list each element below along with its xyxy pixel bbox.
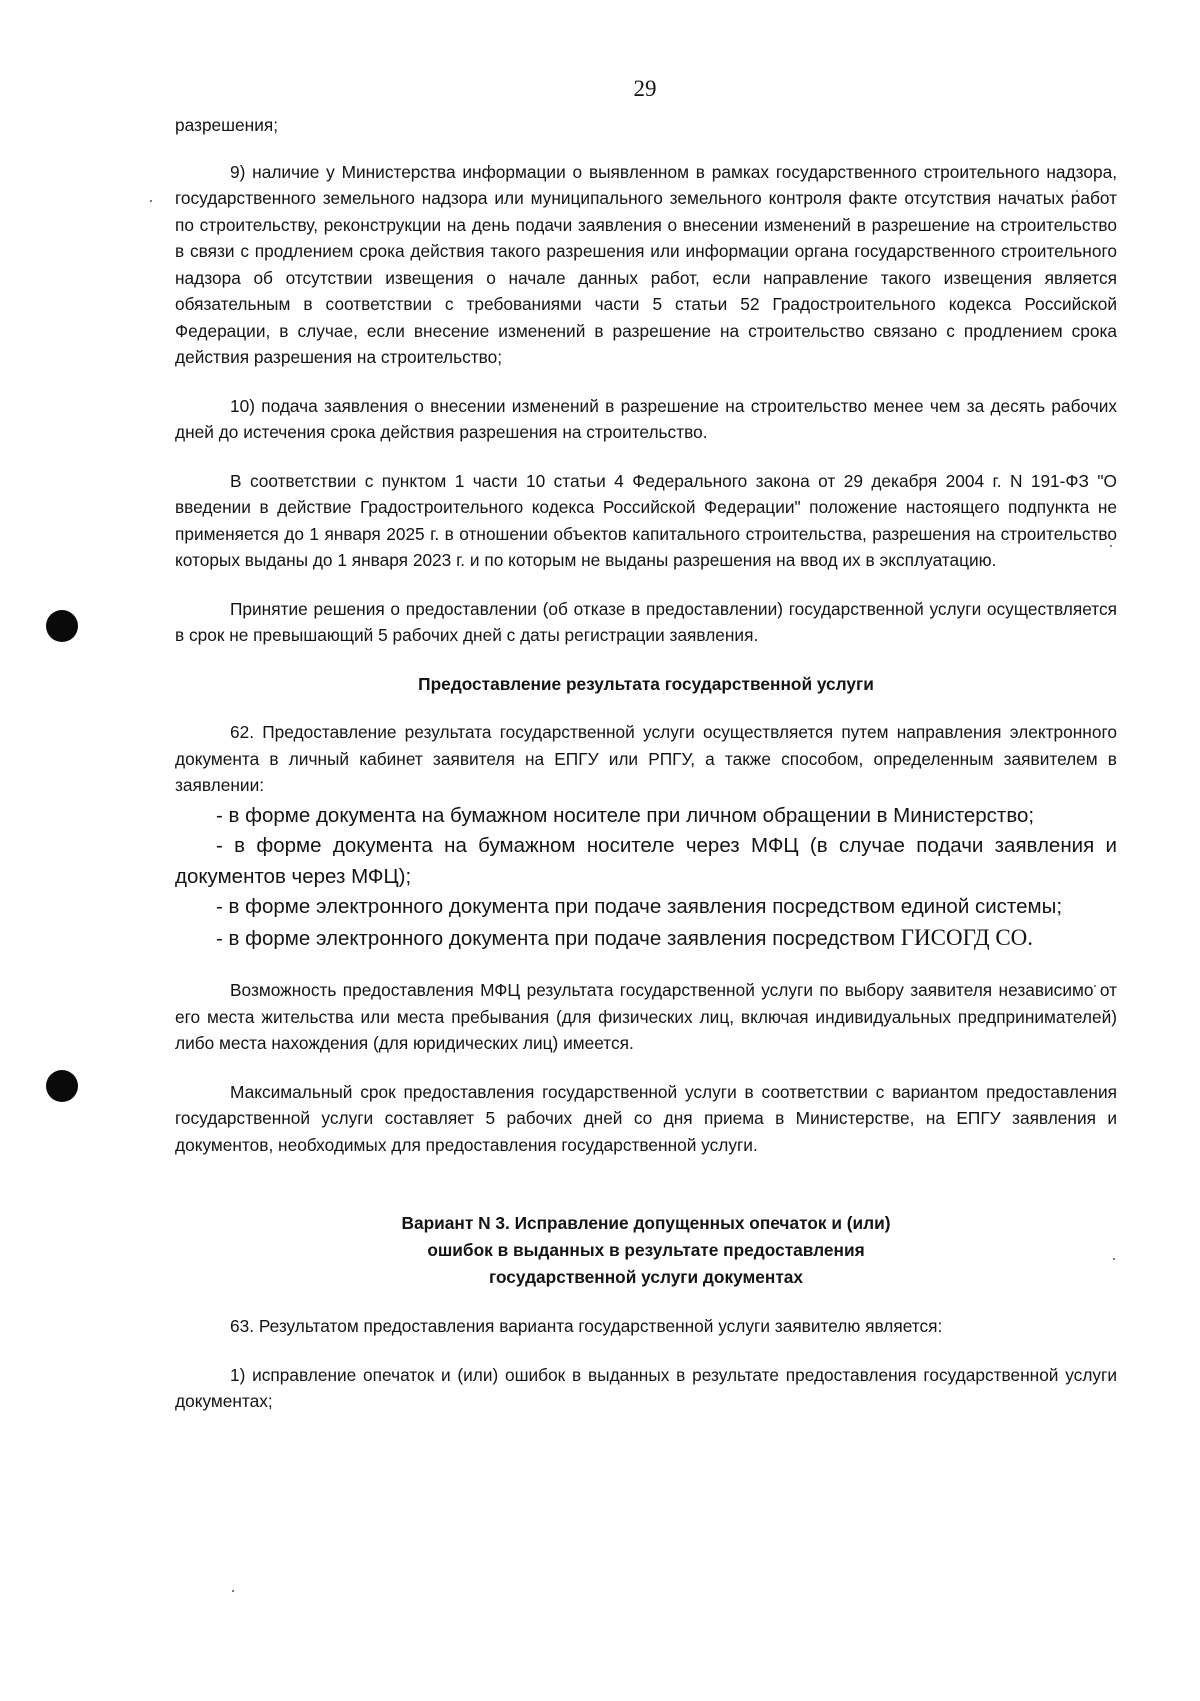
scan-speck	[232, 1590, 234, 1592]
paragraph-63: 63. Результатом предоставления варианта государственной услуги заявителю является:	[230, 1316, 943, 1336]
list-item: - в форме документа на бумажном носителе через МФЦ (в случае подачи заявления и документов через МФЦ);	[175, 834, 1117, 888]
list-item: - в форме электронного документа при подаче заявления посредством единой системы;	[216, 895, 1063, 918]
paragraph-decision-term: Принятие решения о предоставлении (об отказе в предоставлении) государственной услуги осуществляется в срок не превышающий 5 рабочих дней с даты регистрации заявления.	[175, 598, 1117, 645]
punch-hole-top	[46, 610, 78, 642]
paragraph-62: 62. Предоставление результата государственной услуги осуществляется путем направления электронного документа в личный кабинет заявителя на ЕПГУ или РПГУ, а также способом, определенным заявителем в заявлении:	[175, 722, 1117, 795]
variant-heading-line: Вариант N 3. Исправление допущенных опечаток и (или)	[401, 1213, 891, 1233]
list-item-text: - в форме электронного документа при подаче заявления посредством	[216, 926, 901, 950]
scan-speck	[150, 200, 152, 202]
gisogd-label: ГИСОГД СО.	[900, 924, 1034, 950]
paragraph-mfc-possibility: Возможность предоставления МФЦ результата государственной услуги по выбору заявителя независимо от его места жительства или места пребывания (для физических лиц, включая индивидуальных предпринимателей) либо места нахождения (для юридических лиц) имеется.	[175, 980, 1117, 1053]
list-item	[175, 923, 1117, 955]
page-number: 29	[633, 76, 657, 101]
paragraph-63-item-1: 1) исправление опечаток и (или) ошибок в выданных в результате предоставления государственной услуги документах;	[175, 1364, 1117, 1411]
list-item: - в форме документа на бумажном носителе при личном обращении в Министерство;	[216, 803, 1035, 827]
paragraph-max-term: Максимальный срок предоставления государственной услуги в соответствии с вариантом предоставления государственной услуги составляет 5 рабочих дней со дня приема в Министерстве, на ЕПГУ заявления и документов, необходимых для предоставления государственной услуги.	[175, 1081, 1117, 1155]
paragraph-continuation: разрешения;	[175, 115, 279, 135]
variant-heading	[175, 1210, 1117, 1291]
paragraph-item-9: 9) наличие у Министерства информации о выявленном в рамках государственного строительного надзора, государственного земельного надзора или муниципального земельного контроля факте отсутствия начатых работ по строительству, реконструкции на день подачи заявления о внесении изменений в разрешение на строительство в связи с продлением срока действия такого разрешения или информации органа государственного строительного надзора об отсутствии извещения о начале данных работ, если направление такого извещения является обязательным в соответствии с требованиями части 5 статьи 52 Градостроительного кодекса Российской Федерации, в случае, если внесение изменений в разрешение на строительство связано с продлением срока действия разрешения на строительство;	[175, 161, 1117, 367]
document-body	[175, 112, 1117, 1437]
paragraph-federal-law-note: В соответствии с пунктом 1 части 10 статьи 4 Федерального закона от 29 декабря 2004 г. N 191-ФЗ "О введении в действие Градостроительного кодекса Российской Федерации" положение настоящего подпункта не применяется до 1 января 2025 г. в отношении объектов капитального строительства, разрешения на строительство которых выданы до 1 января 2023 г. и по которым не выданы разрешения на ввод их в эксплуатацию.	[175, 470, 1117, 570]
variant-heading-line: государственной услуги документах	[488, 1267, 803, 1287]
delivery-methods-list	[175, 801, 1117, 955]
variant-heading-line: ошибок в выданных в результате предоставления	[427, 1240, 865, 1260]
punch-hole-bottom	[46, 1070, 78, 1102]
paragraph-item-10: 10) подача заявления о внесении изменений в разрешение на строительство менее чем за десять рабочих дней до истечения срока действия разрешения на строительство.	[175, 395, 1117, 442]
section-heading: Предоставление результата государственной услуги	[418, 673, 874, 694]
